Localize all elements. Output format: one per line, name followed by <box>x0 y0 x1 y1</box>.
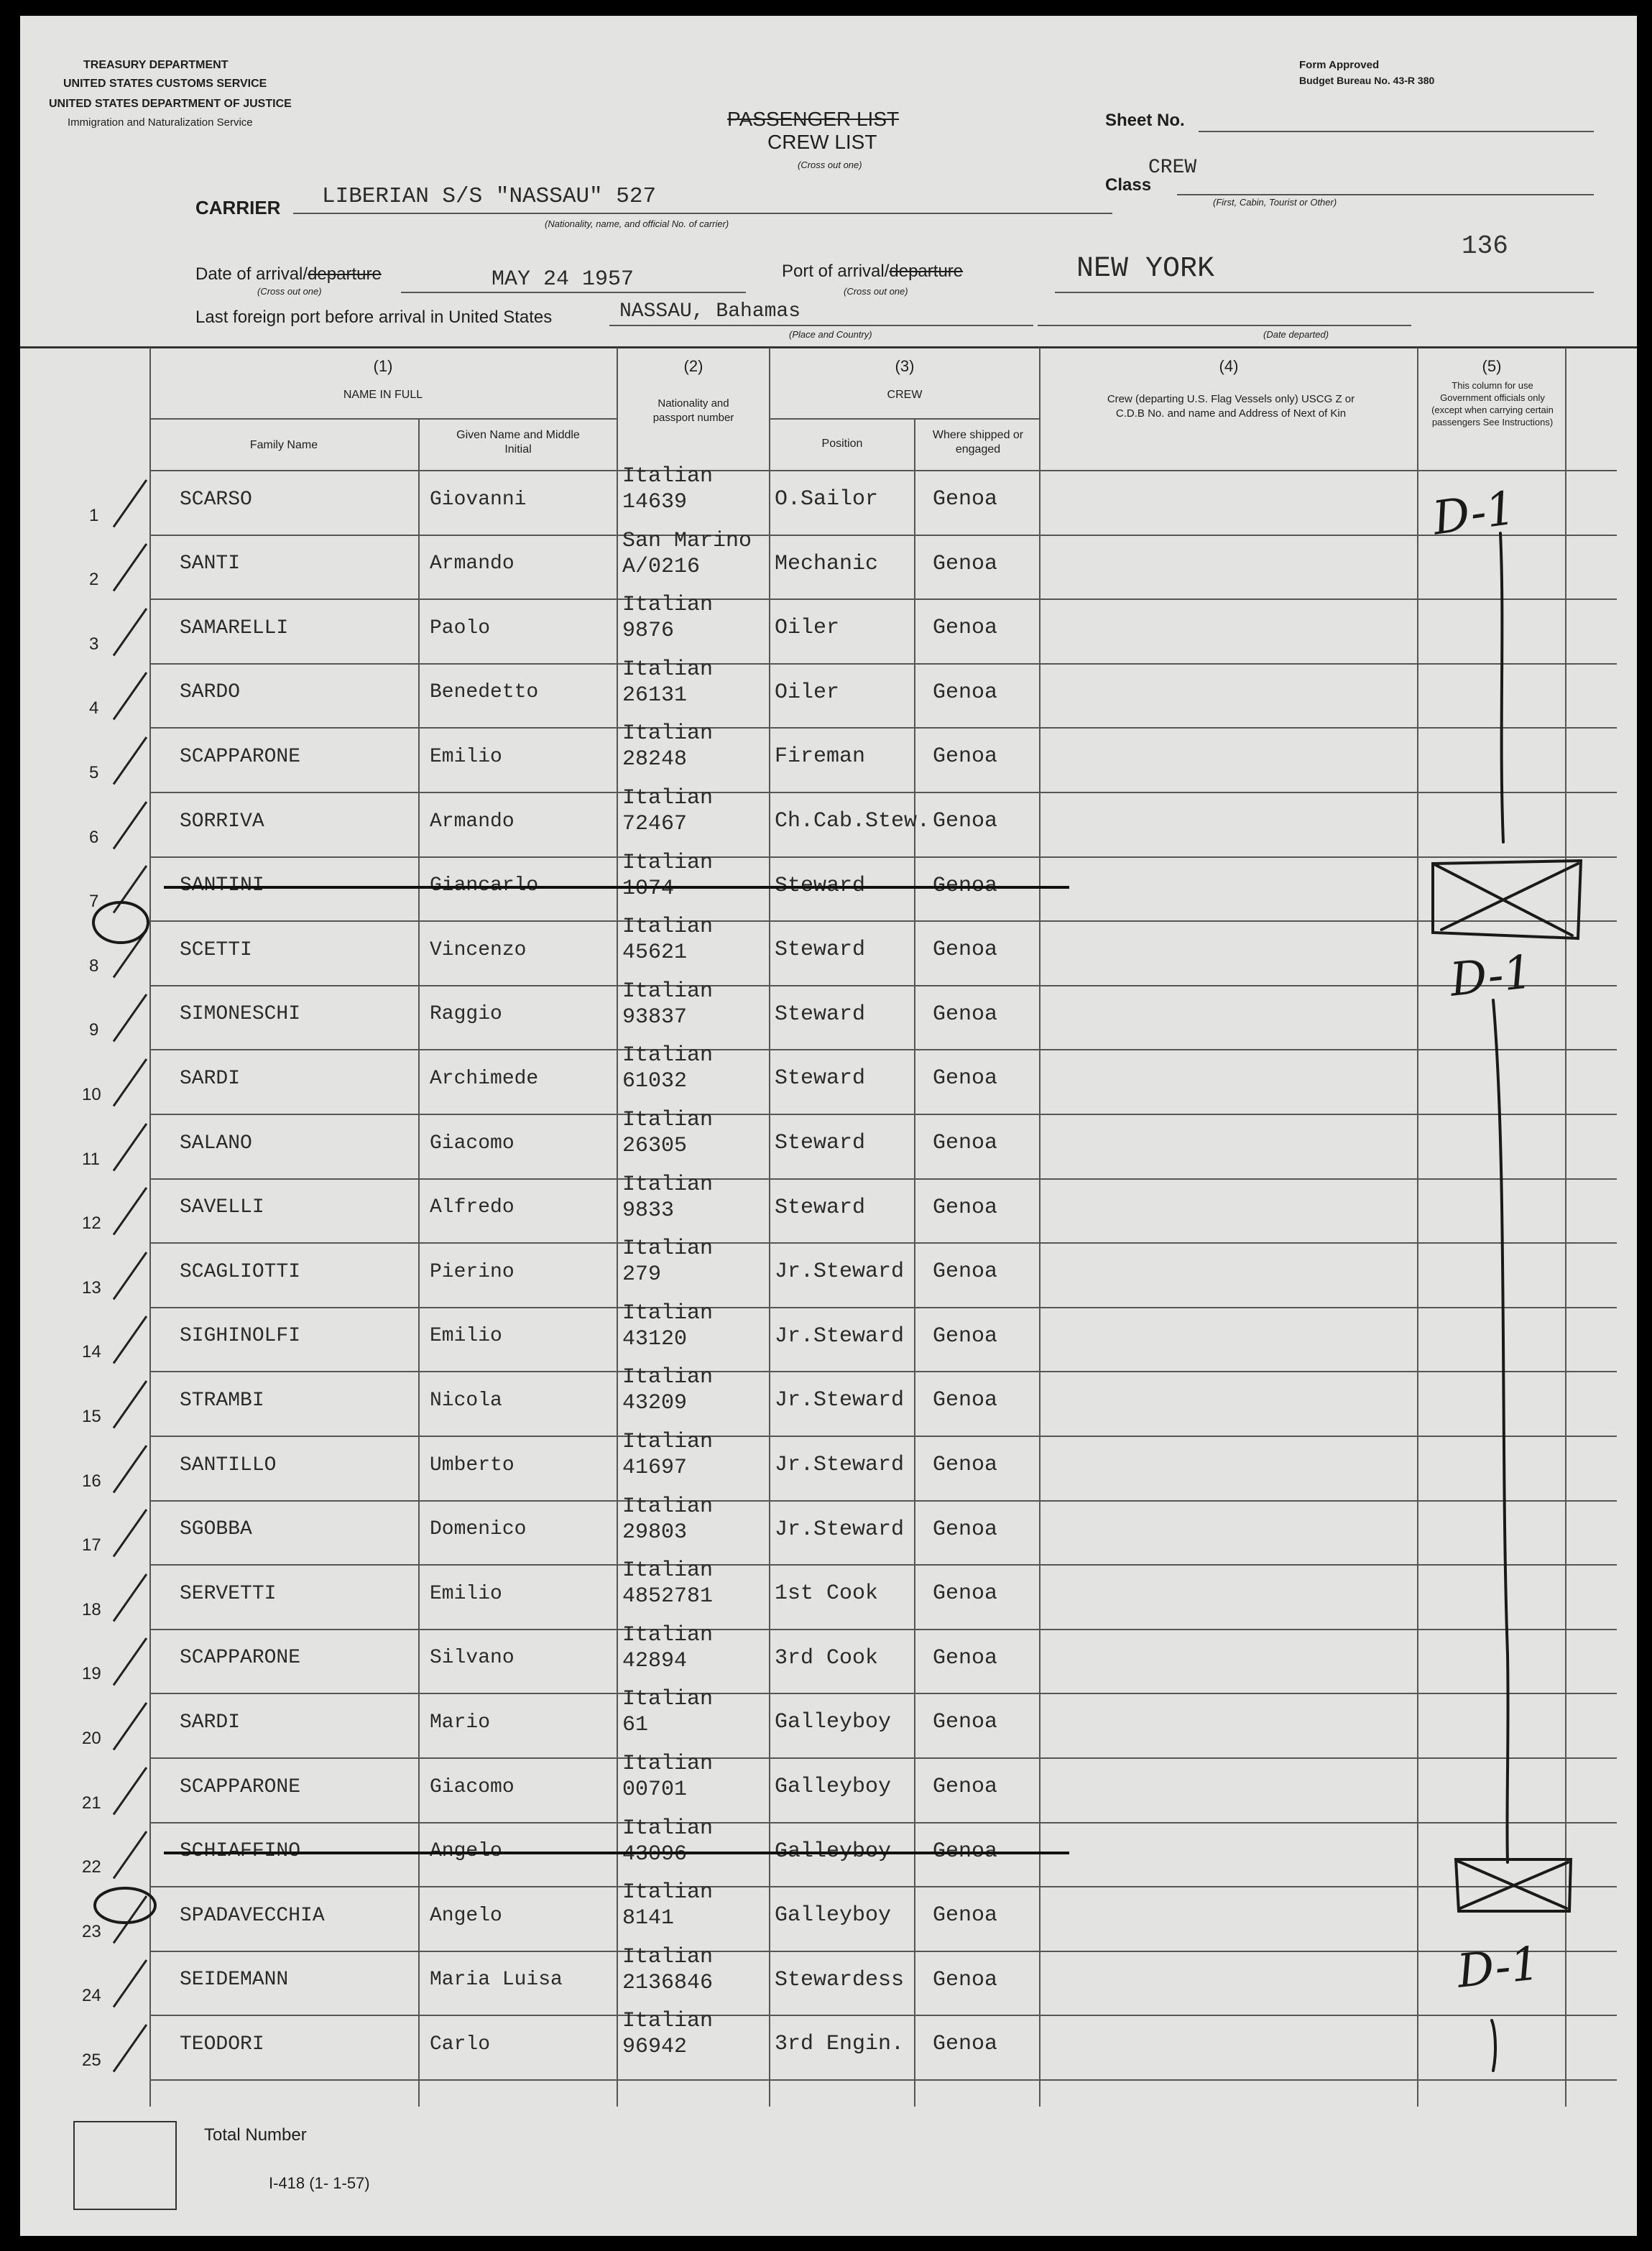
col2-title: Nationality and passport number <box>652 397 734 424</box>
passport-number: 96942 <box>622 2035 688 2060</box>
list-title-struck: PASSENGER LIST <box>727 108 900 130</box>
position: Galleyboy <box>775 1775 892 1799</box>
given-name: Umberto <box>430 1453 514 1476</box>
dept-treasury: TREASURY DEPARTMENT <box>83 59 229 71</box>
given-name: Giacomo <box>430 1132 514 1155</box>
row-number: 9 <box>89 1020 99 1040</box>
family-name: SEIDEMANN <box>180 1969 289 1992</box>
passport-number: 9876 <box>622 619 675 644</box>
position: Galleyboy <box>775 1710 892 1735</box>
family-name: SARDI <box>180 1711 241 1734</box>
col2-num: (2) <box>683 357 703 375</box>
given-name: Maria Luisa <box>430 1969 563 1992</box>
carrier-label: CARRIER <box>195 197 281 218</box>
row-number: 22 <box>82 1857 101 1877</box>
form-approved: Form Approved <box>1299 59 1380 71</box>
given-name: Vincenzo <box>430 938 527 961</box>
last-port-value: NASSAU, Bahamas <box>619 300 801 323</box>
position: Steward <box>775 1131 866 1155</box>
passport-number: 43209 <box>622 1391 688 1416</box>
position: Fireman <box>775 744 866 769</box>
row-number: 12 <box>82 1214 101 1234</box>
given-name: Carlo <box>430 2033 491 2056</box>
position: Oiler <box>775 680 840 705</box>
passport-number: 42894 <box>622 1648 688 1673</box>
row-number: 1 <box>89 505 99 525</box>
col3a-title: Position <box>821 438 863 450</box>
form-number: I-418 (1- 1-57) <box>269 2174 370 2192</box>
port-value: NEW YORK <box>1076 253 1215 285</box>
row-number: 19 <box>82 1664 101 1684</box>
bottom-stroke <box>1492 2020 1495 2071</box>
last-port-label: Last foreign port before arrival in United States <box>195 308 553 327</box>
family-name: SCAPPARONE <box>180 1647 301 1670</box>
date-departed-hint: (Date departed) <box>1263 329 1329 340</box>
position: Jr.Steward <box>775 1453 905 1477</box>
circle-row-7 <box>93 902 148 943</box>
mark-d1-top: D-1 <box>1429 481 1519 546</box>
row-number: 2 <box>89 570 99 590</box>
given-name: Pierino <box>430 1260 514 1283</box>
col1-title: NAME IN FULL <box>343 389 423 401</box>
class-hint: (First, Cabin, Tourist or Other) <box>1213 197 1337 208</box>
list-title: CREW LIST <box>767 131 877 153</box>
where-shipped: Genoa <box>933 1323 998 1349</box>
row-number: 18 <box>82 1599 101 1619</box>
family-name: SCETTI <box>180 938 252 961</box>
nationality: Italian <box>622 1365 714 1390</box>
position: Ch.Cab.Stew. <box>775 809 931 833</box>
family-name: SGOBBA <box>180 1518 252 1541</box>
official-marks <box>20 16 1637 2236</box>
where-shipped: Genoa <box>933 616 998 641</box>
row-number: 23 <box>82 1921 101 1941</box>
family-name: SAMARELLI <box>180 616 289 639</box>
where-shipped: Genoa <box>933 1066 998 1091</box>
given-name: Emilio <box>430 1582 502 1605</box>
given-name: Giovanni <box>430 488 527 511</box>
family-name: SIGHINOLFI <box>180 1325 301 1348</box>
where-shipped: Genoa <box>933 1775 998 1799</box>
col5-title: This column for use Government officials only (except when carrying certain passengers See Instructions) <box>1431 380 1554 427</box>
row-number: 4 <box>89 698 99 718</box>
passport-number: 43120 <box>622 1326 688 1351</box>
nationality: Italian <box>622 1944 714 1969</box>
col5-num: (5) <box>1482 357 1502 375</box>
given-name: Mario <box>430 1711 491 1734</box>
passport-number: 26305 <box>622 1134 688 1158</box>
passport-number: 41697 <box>622 1456 688 1480</box>
nationality: Italian <box>622 657 714 682</box>
family-name: SARDI <box>180 1067 241 1090</box>
total-number-label: Total Number <box>204 2125 307 2145</box>
col4-title: Crew (departing U.S. Flag Vessels only) USCG Z or C.D.B No. and name and Address of Next of Kin <box>1107 393 1355 420</box>
passport-number: A/0216 <box>622 554 701 579</box>
date-arrival-hint: (Cross out one) <box>257 286 322 297</box>
row-number: 21 <box>82 1793 101 1813</box>
passport-number: 61032 <box>622 1069 688 1094</box>
dept-justice: UNITED STATES DEPARTMENT OF JUSTICE <box>49 98 292 110</box>
given-name: Angelo <box>430 1904 502 1927</box>
document-page <box>20 16 1637 2236</box>
nationality: Italian <box>622 850 714 875</box>
total-number-box <box>73 2121 177 2210</box>
given-name: Archimede <box>430 1067 539 1090</box>
row-number: 8 <box>89 956 99 976</box>
row-number: 11 <box>82 1149 100 1169</box>
position: Steward <box>775 1066 866 1091</box>
nationality: Italian <box>622 464 714 489</box>
page-number: 136 <box>1462 231 1508 261</box>
where-shipped: Genoa <box>933 551 998 576</box>
given-name: Emilio <box>430 1325 502 1348</box>
given-name: Armando <box>430 553 514 576</box>
where-shipped: Genoa <box>933 1710 998 1735</box>
where-shipped: Genoa <box>933 1517 998 1542</box>
col4-num: (4) <box>1219 357 1239 375</box>
where-shipped: Genoa <box>933 1903 998 1928</box>
family-name: SAVELLI <box>180 1196 264 1219</box>
passport-number: 4852781 <box>622 1584 714 1609</box>
row-number: 7 <box>89 892 99 912</box>
nationality: Italian <box>622 2009 714 2034</box>
family-name: SPADAVECCHIA <box>180 1904 325 1927</box>
position: Steward <box>775 938 866 963</box>
col3b-title: Where shipped or engaged <box>932 429 1024 456</box>
where-shipped: Genoa <box>933 1002 998 1027</box>
nationality: Italian <box>622 1816 714 1841</box>
row-number: 25 <box>82 2050 101 2070</box>
mark-d1-middle: D-1 <box>1447 946 1536 1007</box>
port-hint: (Cross out one) <box>844 286 908 297</box>
family-name: SORRIVA <box>180 810 264 833</box>
passport-number: 28248 <box>622 747 688 772</box>
nationality: Italian <box>622 1043 714 1068</box>
family-name: SALANO <box>180 1132 252 1155</box>
where-shipped: Genoa <box>933 2032 998 2057</box>
x-lines-row-7 <box>1436 864 1578 935</box>
family-name: SCAGLIOTTI <box>180 1260 301 1283</box>
place-hint: (Place and Country) <box>789 329 872 340</box>
given-name: Domenico <box>430 1518 527 1541</box>
nationality: Italian <box>622 1494 714 1519</box>
col1-num: (1) <box>373 357 393 375</box>
nationality: Italian <box>622 721 714 747</box>
passport-number: 14639 <box>622 490 688 514</box>
nationality: Italian <box>622 1880 714 1905</box>
family-name: SCARSO <box>180 488 252 511</box>
family-name: SARDO <box>180 681 241 704</box>
nationality: Italian <box>622 1687 714 1712</box>
family-name: SIMONESCHI <box>180 1003 301 1026</box>
where-shipped: Genoa <box>933 1967 998 1992</box>
family-name: SANTILLO <box>180 1453 277 1476</box>
family-name: TEODORI <box>180 2033 264 2056</box>
given-name: Emilio <box>430 745 502 768</box>
nationality: Italian <box>622 1558 714 1584</box>
position: 3rd Cook <box>775 1645 879 1670</box>
family-name: SANTI <box>180 553 241 576</box>
passport-number: 279 <box>622 1262 662 1288</box>
nationality: Italian <box>622 593 714 618</box>
position: Jr.Steward <box>775 1388 905 1413</box>
position: 1st Cook <box>775 1581 879 1607</box>
where-shipped: Genoa <box>933 1453 998 1477</box>
col1a-title: Family Name <box>249 439 318 451</box>
position: Stewardess <box>775 1967 905 1992</box>
date-arrival-label: Date of arrival/departure <box>195 264 382 284</box>
dept-customs: UNITED STATES CUSTOMS SERVICE <box>63 78 267 90</box>
row-number: 13 <box>82 1277 101 1298</box>
where-shipped: Genoa <box>933 744 998 769</box>
passport-number: 2136846 <box>622 1970 714 1995</box>
given-name: Alfredo <box>430 1196 514 1219</box>
col3-title: CREW <box>887 389 923 401</box>
position: Jr.Steward <box>775 1323 905 1349</box>
nationality: Italian <box>622 1430 714 1454</box>
where-shipped: Genoa <box>933 680 998 705</box>
passport-number: 8141 <box>622 1906 675 1931</box>
dept-ins: Immigration and Naturalization Service <box>68 116 253 129</box>
passport-number: 72467 <box>622 812 688 836</box>
position: Steward <box>775 1195 866 1220</box>
family-name: SCAPPARONE <box>180 745 301 768</box>
row-number: 16 <box>82 1471 101 1491</box>
given-name: Paolo <box>430 616 491 639</box>
where-shipped: Genoa <box>933 1581 998 1607</box>
nationality: Italian <box>622 979 714 1004</box>
col1b-title: Given Name and Middle Initial <box>456 429 580 456</box>
nationality: Italian <box>622 915 714 940</box>
sheet-no-label: Sheet No. <box>1105 111 1185 130</box>
class-value: CREW <box>1148 157 1197 179</box>
nationality: Italian <box>622 1622 714 1647</box>
position: Oiler <box>775 616 840 641</box>
nationality: Italian <box>622 1108 714 1132</box>
position: Jr.Steward <box>775 1517 905 1542</box>
nationality: Italian <box>622 1300 714 1326</box>
nationality: San Marino <box>622 528 752 553</box>
where-shipped: Genoa <box>933 487 998 512</box>
row-number: 3 <box>89 634 99 654</box>
position: Mechanic <box>775 551 879 576</box>
position: O.Sailor <box>775 487 879 512</box>
where-shipped: Genoa <box>933 1131 998 1155</box>
row-number: 14 <box>82 1342 101 1362</box>
passport-number: 45621 <box>622 940 688 966</box>
given-name: Giacomo <box>430 1775 514 1798</box>
position: Galleyboy <box>775 1903 892 1928</box>
family-name: STRAMBI <box>180 1389 264 1412</box>
family-name: SCAPPARONE <box>180 1775 301 1798</box>
row-number: 17 <box>82 1535 101 1556</box>
passport-number: 61 <box>622 1713 649 1738</box>
where-shipped: Genoa <box>933 809 998 833</box>
nationality: Italian <box>622 1752 714 1776</box>
port-label: Port of arrival/departure <box>782 262 964 281</box>
position: Steward <box>775 1002 866 1027</box>
where-shipped: Genoa <box>933 938 998 963</box>
class-label: Class <box>1105 175 1152 195</box>
row-number: 20 <box>82 1728 101 1748</box>
passport-number: 9833 <box>622 1198 675 1223</box>
carrier-hint: (Nationality, name, and official No. of carrier) <box>545 218 729 229</box>
where-shipped: Genoa <box>933 1645 998 1670</box>
given-name: Benedetto <box>430 681 539 704</box>
passport-number: 26131 <box>622 683 688 708</box>
row-number: 10 <box>82 1084 101 1104</box>
carrier-value: LIBERIAN S/S "NASSAU" 527 <box>322 184 657 209</box>
given-name: Silvano <box>430 1647 514 1670</box>
passport-number: 29803 <box>622 1520 688 1545</box>
budget-bureau: Budget Bureau No. 43-R 380 <box>1299 75 1435 86</box>
row-number: 5 <box>89 762 99 782</box>
passport-number: 00701 <box>622 1778 688 1802</box>
nationality: Italian <box>622 1237 714 1262</box>
given-name: Nicola <box>430 1389 502 1412</box>
vline-mark-1 <box>1500 533 1503 842</box>
passport-number: 93837 <box>622 1004 688 1030</box>
nationality: Italian <box>622 1172 714 1197</box>
where-shipped: Genoa <box>933 1195 998 1220</box>
row-number: 15 <box>82 1406 101 1426</box>
col3-num: (3) <box>895 357 915 375</box>
vline-mark-2 <box>1493 1000 1508 1862</box>
nationality: Italian <box>622 786 714 810</box>
row-number: 6 <box>89 827 99 847</box>
given-name: Raggio <box>430 1003 502 1026</box>
position: Jr.Steward <box>775 1259 905 1285</box>
where-shipped: Genoa <box>933 1259 998 1285</box>
mark-d1-bottom: D-1 <box>1454 1937 1543 1999</box>
row-number: 24 <box>82 1986 101 2006</box>
family-name: SERVETTI <box>180 1582 277 1605</box>
date-arrival-value: MAY 24 1957 <box>492 267 635 292</box>
given-name: Armando <box>430 810 514 833</box>
where-shipped: Genoa <box>933 1388 998 1413</box>
x-lines-row-22 <box>1457 1861 1568 1908</box>
list-title-hint: (Cross out one) <box>798 160 862 170</box>
position: 3rd Engin. <box>775 2032 905 2057</box>
circle-row-22 <box>95 1888 155 1923</box>
